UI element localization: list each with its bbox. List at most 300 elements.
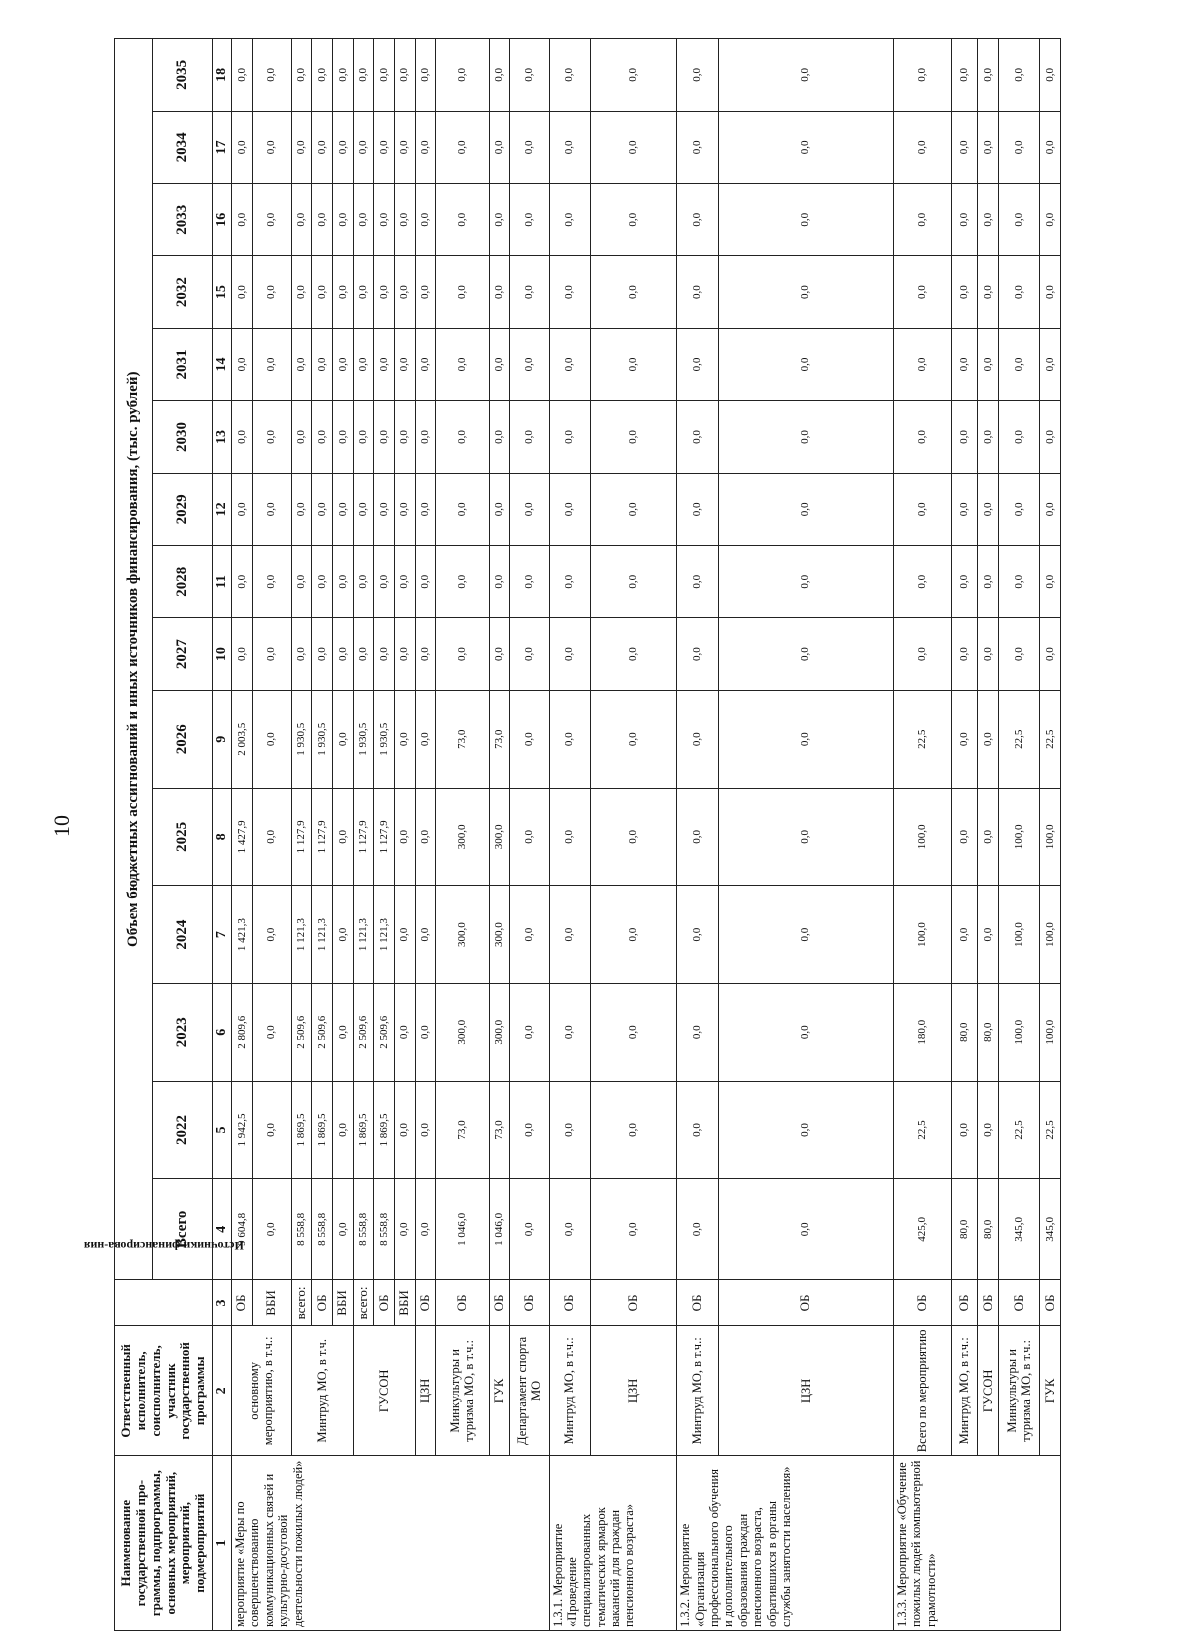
year-value-cell: 0,0 bbox=[549, 256, 590, 328]
year-value-cell: 0,0 bbox=[252, 256, 291, 328]
total-value-cell: 8 558,8 bbox=[291, 1179, 312, 1280]
total-value-cell: 0,0 bbox=[510, 1179, 549, 1280]
year-value-cell: 80,0 bbox=[978, 983, 999, 1081]
year-value-cell: 1 869,5 bbox=[374, 1081, 395, 1179]
year-value-cell: 0,0 bbox=[394, 788, 415, 886]
year-value-cell: 0,0 bbox=[415, 401, 436, 473]
year-value-cell: 0,0 bbox=[291, 546, 312, 618]
year-value-cell: 300,0 bbox=[436, 788, 490, 886]
table-row bbox=[510, 39, 549, 1631]
executor-cell: Минтруд МО, в т.ч.: bbox=[549, 1326, 590, 1456]
year-value-cell: 0,0 bbox=[510, 690, 549, 788]
year-value-cell: 0,0 bbox=[510, 401, 549, 473]
column-number: 3 bbox=[213, 1280, 232, 1326]
year-value-cell: 0,0 bbox=[677, 473, 718, 545]
year-value-cell: 0,0 bbox=[252, 886, 291, 984]
funding-source-cell: ВБИ bbox=[333, 1280, 354, 1326]
funding-source-cell: всего: bbox=[291, 1280, 312, 1326]
table-row bbox=[590, 39, 677, 1631]
year-value-cell: 0,0 bbox=[893, 111, 951, 183]
year-value-cell: 0,0 bbox=[394, 1081, 415, 1179]
year-value-cell: 0,0 bbox=[291, 328, 312, 400]
year-value-cell: 0,0 bbox=[510, 328, 549, 400]
year-value-cell: 0,0 bbox=[489, 473, 510, 545]
year-value-cell: 0,0 bbox=[951, 546, 978, 618]
funding-source-cell: всего: bbox=[353, 1280, 374, 1326]
year-value-cell: 0,0 bbox=[415, 328, 436, 400]
funding-source-cell: ВБИ bbox=[394, 1280, 415, 1326]
year-value-cell: 0,0 bbox=[590, 886, 677, 984]
column-number: 2 bbox=[213, 1326, 232, 1456]
year-value-cell: 2 509,6 bbox=[353, 983, 374, 1081]
year-value-cell: 0,0 bbox=[590, 401, 677, 473]
total-value-cell: 8 558,8 bbox=[353, 1179, 374, 1280]
year-value-cell: 0,0 bbox=[978, 618, 999, 690]
year-value-cell: 0,0 bbox=[333, 328, 354, 400]
year-value-cell: 100,0 bbox=[1040, 983, 1061, 1081]
year-value-cell: 73,0 bbox=[489, 1081, 510, 1179]
header-executor: Ответственный исполнитель, соисполнитель, участник государственной программы bbox=[115, 1326, 213, 1456]
year-value-cell: 0,0 bbox=[312, 618, 333, 690]
year-value-cell: 1 127,9 bbox=[312, 788, 333, 886]
column-number: 9 bbox=[213, 690, 232, 788]
year-value-cell: 2 509,6 bbox=[291, 983, 312, 1081]
year-value-cell: 0,0 bbox=[232, 111, 253, 183]
header-source: Источники финансирова-ния bbox=[115, 1280, 213, 1326]
year-value-cell: 73,0 bbox=[489, 690, 510, 788]
year-value-cell: 0,0 bbox=[978, 184, 999, 256]
year-value-cell: 0,0 bbox=[893, 184, 951, 256]
year-value-cell: 0,0 bbox=[549, 473, 590, 545]
executor-cell: ЦЗН bbox=[590, 1326, 677, 1456]
year-value-cell: 1 121,3 bbox=[312, 886, 333, 984]
table-row bbox=[951, 39, 978, 1631]
year-value-cell: 0,0 bbox=[333, 983, 354, 1081]
year-value-cell: 0,0 bbox=[252, 618, 291, 690]
activity-name: 1.3.3. Мероприятие «Обучение пожилых людей компьютерной грамотности» bbox=[893, 1456, 1060, 1631]
year-value-cell: 1 121,3 bbox=[353, 886, 374, 984]
year-value-cell: 0,0 bbox=[291, 256, 312, 328]
year-value-cell: 0,0 bbox=[489, 39, 510, 112]
total-value-cell: 80,0 bbox=[978, 1179, 999, 1280]
financing-table-page bbox=[83, 38, 1061, 1631]
year-value-cell: 0,0 bbox=[394, 256, 415, 328]
executor-cell: Минкультуры и туризма МО, в т.ч.: bbox=[436, 1326, 490, 1456]
year-value-cell: 0,0 bbox=[489, 401, 510, 473]
year-value-cell: 0,0 bbox=[1040, 39, 1061, 112]
year-value-cell: 0,0 bbox=[252, 401, 291, 473]
year-value-cell: 0,0 bbox=[291, 618, 312, 690]
year-value-cell: 1 421,3 bbox=[232, 886, 253, 984]
total-value-cell: 1 046,0 bbox=[436, 1179, 490, 1280]
year-value-cell: 0,0 bbox=[312, 111, 333, 183]
table-row bbox=[677, 39, 718, 1631]
year-value-cell: 0,0 bbox=[999, 546, 1040, 618]
year-value-cell: 0,0 bbox=[677, 1081, 718, 1179]
executor-cell: основному мероприятию, в т.ч.: bbox=[232, 1326, 292, 1456]
year-value-cell: 2 509,6 bbox=[374, 983, 395, 1081]
total-value-cell: 9 604,8 bbox=[232, 1179, 253, 1280]
activity-name: 1.3.2. Мероприятие «Организация профессионального обучения и дополнительного образования граждан пенсионного возраста, обратившихся в органы службы занятости населения» bbox=[677, 1456, 894, 1631]
total-value-cell: 1 046,0 bbox=[489, 1179, 510, 1280]
year-value-cell: 0,0 bbox=[252, 328, 291, 400]
year-value-cell: 0,0 bbox=[590, 618, 677, 690]
total-value-cell: 8 558,8 bbox=[374, 1179, 395, 1280]
year-value-cell: 0,0 bbox=[333, 788, 354, 886]
year-value-cell: 0,0 bbox=[549, 111, 590, 183]
year-value-cell: 1 869,5 bbox=[312, 1081, 333, 1179]
funding-source-cell: ОБ bbox=[489, 1280, 510, 1326]
year-value-cell: 300,0 bbox=[436, 886, 490, 984]
year-value-cell: 0,0 bbox=[549, 546, 590, 618]
year-value-cell: 0,0 bbox=[232, 546, 253, 618]
year-value-cell: 0,0 bbox=[677, 39, 718, 112]
year-value-cell: 0,0 bbox=[893, 256, 951, 328]
year-value-cell: 0,0 bbox=[291, 473, 312, 545]
year-value-cell: 0,0 bbox=[415, 886, 436, 984]
year-value-cell: 0,0 bbox=[893, 473, 951, 545]
year-value-cell: 0,0 bbox=[510, 39, 549, 112]
column-number: 8 bbox=[213, 788, 232, 886]
year-value-cell: 0,0 bbox=[394, 690, 415, 788]
table-row bbox=[353, 39, 374, 1631]
header-year: 2022 bbox=[153, 1081, 213, 1179]
year-value-cell: 0,0 bbox=[353, 618, 374, 690]
year-value-cell: 0,0 bbox=[374, 111, 395, 183]
year-value-cell: 0,0 bbox=[590, 983, 677, 1081]
year-value-cell: 0,0 bbox=[978, 473, 999, 545]
year-value-cell: 0,0 bbox=[252, 111, 291, 183]
year-value-cell: 0,0 bbox=[999, 256, 1040, 328]
year-value-cell: 2 809,6 bbox=[232, 983, 253, 1081]
table-row bbox=[415, 39, 436, 1631]
total-value-cell: 0,0 bbox=[333, 1179, 354, 1280]
year-value-cell: 0,0 bbox=[436, 546, 490, 618]
header-year: 2034 bbox=[153, 111, 213, 183]
funding-source-cell: ОБ bbox=[893, 1280, 951, 1326]
year-value-cell: 0,0 bbox=[893, 401, 951, 473]
year-value-cell: 0,0 bbox=[374, 546, 395, 618]
year-value-cell: 0,0 bbox=[677, 111, 718, 183]
year-value-cell: 0,0 bbox=[999, 184, 1040, 256]
year-value-cell: 0,0 bbox=[252, 546, 291, 618]
header-year: 2033 bbox=[153, 184, 213, 256]
year-value-cell: 0,0 bbox=[353, 256, 374, 328]
funding-source-cell: ОБ bbox=[978, 1280, 999, 1326]
total-value-cell: 345,0 bbox=[1040, 1179, 1061, 1280]
year-value-cell: 0,0 bbox=[489, 328, 510, 400]
table-body bbox=[232, 39, 1061, 1631]
year-value-cell: 1 121,3 bbox=[291, 886, 312, 984]
year-value-cell: 0,0 bbox=[978, 546, 999, 618]
table-row bbox=[436, 39, 490, 1631]
header-year: 2027 bbox=[153, 618, 213, 690]
year-value-cell: 0,0 bbox=[394, 546, 415, 618]
header-total: Всего bbox=[153, 1179, 213, 1280]
year-value-cell: 0,0 bbox=[252, 39, 291, 112]
year-value-cell: 0,0 bbox=[951, 184, 978, 256]
year-value-cell: 0,0 bbox=[374, 618, 395, 690]
year-value-cell: 0,0 bbox=[394, 886, 415, 984]
year-value-cell: 1 121,3 bbox=[374, 886, 395, 984]
year-value-cell: 0,0 bbox=[232, 328, 253, 400]
header-year: 2029 bbox=[153, 473, 213, 545]
year-value-cell: 0,0 bbox=[1040, 111, 1061, 183]
year-value-cell: 0,0 bbox=[333, 886, 354, 984]
table-row bbox=[1040, 39, 1061, 1631]
total-value-cell: 0,0 bbox=[590, 1179, 677, 1280]
year-value-cell: 0,0 bbox=[353, 39, 374, 112]
year-value-cell: 0,0 bbox=[999, 39, 1040, 112]
year-value-cell: 0,0 bbox=[232, 39, 253, 112]
year-value-cell: 0,0 bbox=[677, 328, 718, 400]
year-value-cell: 0,0 bbox=[951, 788, 978, 886]
year-value-cell: 0,0 bbox=[1040, 473, 1061, 545]
year-value-cell: 0,0 bbox=[510, 111, 549, 183]
year-value-cell: 0,0 bbox=[677, 886, 718, 984]
year-value-cell: 22,5 bbox=[893, 1081, 951, 1179]
year-value-cell: 0,0 bbox=[951, 39, 978, 112]
year-value-cell: 0,0 bbox=[394, 328, 415, 400]
year-value-cell: 0,0 bbox=[374, 39, 395, 112]
year-value-cell: 0,0 bbox=[718, 618, 893, 690]
funding-source-cell: ОБ bbox=[549, 1280, 590, 1326]
total-value-cell: 0,0 bbox=[394, 1179, 415, 1280]
year-value-cell: 0,0 bbox=[549, 618, 590, 690]
year-value-cell: 100,0 bbox=[1040, 788, 1061, 886]
year-value-cell: 0,0 bbox=[590, 690, 677, 788]
year-value-cell: 0,0 bbox=[510, 546, 549, 618]
total-value-cell: 0,0 bbox=[718, 1179, 893, 1280]
column-number: 1 bbox=[213, 1456, 232, 1631]
year-value-cell: 0,0 bbox=[374, 328, 395, 400]
year-value-cell: 0,0 bbox=[677, 788, 718, 886]
year-value-cell: 0,0 bbox=[232, 618, 253, 690]
year-value-cell: 0,0 bbox=[718, 788, 893, 886]
year-value-cell: 0,0 bbox=[951, 473, 978, 545]
header-year: 2028 bbox=[153, 546, 213, 618]
year-value-cell: 0,0 bbox=[510, 256, 549, 328]
year-value-cell: 0,0 bbox=[415, 983, 436, 1081]
year-value-cell: 0,0 bbox=[394, 184, 415, 256]
year-value-cell: 0,0 bbox=[677, 401, 718, 473]
year-value-cell: 0,0 bbox=[978, 39, 999, 112]
year-value-cell: 0,0 bbox=[999, 618, 1040, 690]
executor-cell: ЦЗН bbox=[718, 1326, 893, 1456]
year-value-cell: 0,0 bbox=[590, 546, 677, 618]
year-value-cell: 0,0 bbox=[718, 328, 893, 400]
year-value-cell: 22,5 bbox=[893, 690, 951, 788]
year-value-cell: 0,0 bbox=[677, 690, 718, 788]
year-value-cell: 0,0 bbox=[590, 473, 677, 545]
year-value-cell: 0,0 bbox=[978, 256, 999, 328]
year-value-cell: 1 930,5 bbox=[312, 690, 333, 788]
header-name: Наименование государственной про-граммы, подпрограммы, основных мероприятий, мероприятий, подмероприятий bbox=[115, 1456, 213, 1631]
year-value-cell: 0,0 bbox=[718, 401, 893, 473]
year-value-cell: 0,0 bbox=[999, 401, 1040, 473]
year-value-cell: 0,0 bbox=[489, 546, 510, 618]
year-value-cell: 0,0 bbox=[415, 184, 436, 256]
year-value-cell: 0,0 bbox=[374, 401, 395, 473]
year-value-cell: 0,0 bbox=[394, 983, 415, 1081]
year-value-cell: 0,0 bbox=[549, 184, 590, 256]
year-value-cell: 0,0 bbox=[549, 39, 590, 112]
year-value-cell: 1 127,9 bbox=[374, 788, 395, 886]
year-value-cell: 0,0 bbox=[951, 690, 978, 788]
year-value-cell: 0,0 bbox=[510, 473, 549, 545]
year-value-cell: 0,0 bbox=[291, 111, 312, 183]
year-value-cell: 0,0 bbox=[436, 184, 490, 256]
executor-cell: Минкультуры и туризма МО, в т.ч.: bbox=[999, 1326, 1040, 1456]
year-value-cell: 0,0 bbox=[374, 256, 395, 328]
funding-source-cell: ОБ bbox=[590, 1280, 677, 1326]
year-value-cell: 0,0 bbox=[415, 788, 436, 886]
year-value-cell: 0,0 bbox=[489, 184, 510, 256]
year-value-cell: 0,0 bbox=[677, 256, 718, 328]
executor-cell: Департамент спорта МО bbox=[510, 1326, 549, 1456]
total-value-cell: 0,0 bbox=[549, 1179, 590, 1280]
year-value-cell: 0,0 bbox=[718, 39, 893, 112]
financing-table bbox=[83, 38, 1061, 1631]
year-value-cell: 0,0 bbox=[489, 618, 510, 690]
executor-cell: ГУСОН bbox=[353, 1326, 415, 1456]
year-value-cell: 73,0 bbox=[436, 1081, 490, 1179]
year-value-cell: 0,0 bbox=[549, 983, 590, 1081]
year-value-cell: 0,0 bbox=[394, 618, 415, 690]
year-value-cell: 0,0 bbox=[252, 788, 291, 886]
year-value-cell: 0,0 bbox=[893, 328, 951, 400]
year-value-cell: 0,0 bbox=[333, 39, 354, 112]
year-value-cell: 0,0 bbox=[590, 184, 677, 256]
funding-source-cell: ОБ bbox=[232, 1280, 253, 1326]
year-value-cell: 0,0 bbox=[312, 473, 333, 545]
total-value-cell: 8 558,8 bbox=[312, 1179, 333, 1280]
year-value-cell: 0,0 bbox=[312, 256, 333, 328]
column-number: 15 bbox=[213, 256, 232, 328]
table-row bbox=[549, 39, 590, 1631]
year-value-cell: 0,0 bbox=[549, 328, 590, 400]
executor-cell: Минтруд МО, в т.ч.: bbox=[951, 1326, 978, 1456]
executor-cell: ГУК bbox=[1040, 1326, 1061, 1456]
funding-source-cell: ВБИ bbox=[252, 1280, 291, 1326]
year-value-cell: 0,0 bbox=[549, 690, 590, 788]
year-value-cell: 0,0 bbox=[252, 983, 291, 1081]
year-value-cell: 180,0 bbox=[893, 983, 951, 1081]
year-value-cell: 0,0 bbox=[951, 256, 978, 328]
year-value-cell: 0,0 bbox=[999, 111, 1040, 183]
year-value-cell: 0,0 bbox=[1040, 328, 1061, 400]
year-value-cell: 1 942,5 bbox=[232, 1081, 253, 1179]
year-value-cell: 0,0 bbox=[232, 256, 253, 328]
year-value-cell: 0,0 bbox=[333, 111, 354, 183]
year-value-cell: 0,0 bbox=[510, 788, 549, 886]
column-number: 16 bbox=[213, 184, 232, 256]
year-value-cell: 0,0 bbox=[374, 473, 395, 545]
year-value-cell: 100,0 bbox=[999, 983, 1040, 1081]
year-value-cell: 73,0 bbox=[436, 690, 490, 788]
activity-name: мероприятие «Меры по совершенствованию коммуникационных связей и культурно-досуговой деятельности пожилых людей» bbox=[232, 1456, 549, 1631]
year-value-cell: 0,0 bbox=[252, 473, 291, 545]
year-value-cell: 0,0 bbox=[590, 1081, 677, 1179]
year-value-cell: 100,0 bbox=[1040, 886, 1061, 984]
year-value-cell: 0,0 bbox=[333, 690, 354, 788]
column-number: 6 bbox=[213, 983, 232, 1081]
column-number: 18 bbox=[213, 39, 232, 112]
year-value-cell: 22,5 bbox=[1040, 1081, 1061, 1179]
year-value-cell: 0,0 bbox=[677, 546, 718, 618]
year-value-cell: 0,0 bbox=[415, 39, 436, 112]
year-value-cell: 1 127,9 bbox=[291, 788, 312, 886]
year-value-cell: 80,0 bbox=[951, 983, 978, 1081]
year-value-cell: 0,0 bbox=[394, 111, 415, 183]
year-value-cell: 0,0 bbox=[999, 328, 1040, 400]
year-value-cell: 0,0 bbox=[549, 788, 590, 886]
year-value-cell: 0,0 bbox=[333, 401, 354, 473]
year-value-cell: 0,0 bbox=[677, 618, 718, 690]
year-value-cell: 0,0 bbox=[978, 328, 999, 400]
year-value-cell: 22,5 bbox=[999, 690, 1040, 788]
year-value-cell: 0,0 bbox=[951, 886, 978, 984]
year-value-cell: 0,0 bbox=[291, 401, 312, 473]
year-value-cell: 0,0 bbox=[394, 39, 415, 112]
year-value-cell: 0,0 bbox=[252, 690, 291, 788]
year-value-cell: 100,0 bbox=[999, 886, 1040, 984]
year-value-cell: 0,0 bbox=[1040, 546, 1061, 618]
header-year: 2030 bbox=[153, 401, 213, 473]
year-value-cell: 0,0 bbox=[718, 473, 893, 545]
year-value-cell: 0,0 bbox=[718, 1081, 893, 1179]
year-value-cell: 0,0 bbox=[291, 184, 312, 256]
table-row bbox=[978, 39, 999, 1631]
year-value-cell: 0,0 bbox=[978, 690, 999, 788]
total-value-cell: 0,0 bbox=[415, 1179, 436, 1280]
year-value-cell: 0,0 bbox=[252, 184, 291, 256]
year-value-cell: 0,0 bbox=[1040, 256, 1061, 328]
year-value-cell: 0,0 bbox=[510, 184, 549, 256]
column-number: 5 bbox=[213, 1081, 232, 1179]
year-value-cell: 0,0 bbox=[353, 546, 374, 618]
executor-cell: ГУСОН bbox=[978, 1326, 999, 1456]
year-value-cell: 0,0 bbox=[510, 886, 549, 984]
column-number: 12 bbox=[213, 473, 232, 545]
year-value-cell: 0,0 bbox=[718, 256, 893, 328]
year-value-cell: 0,0 bbox=[893, 39, 951, 112]
year-value-cell: 0,0 bbox=[436, 328, 490, 400]
year-value-cell: 0,0 bbox=[291, 39, 312, 112]
total-value-cell: 0,0 bbox=[252, 1179, 291, 1280]
year-value-cell: 0,0 bbox=[510, 1081, 549, 1179]
year-value-cell: 0,0 bbox=[677, 983, 718, 1081]
year-value-cell: 0,0 bbox=[353, 473, 374, 545]
year-value-cell: 100,0 bbox=[893, 886, 951, 984]
year-value-cell: 0,0 bbox=[951, 328, 978, 400]
year-value-cell: 0,0 bbox=[893, 546, 951, 618]
total-value-cell: 425,0 bbox=[893, 1179, 951, 1280]
year-value-cell: 0,0 bbox=[436, 618, 490, 690]
year-value-cell: 0,0 bbox=[489, 256, 510, 328]
year-value-cell: 0,0 bbox=[312, 401, 333, 473]
year-value-cell: 300,0 bbox=[436, 983, 490, 1081]
year-value-cell: 0,0 bbox=[353, 401, 374, 473]
year-value-cell: 0,0 bbox=[232, 473, 253, 545]
year-value-cell: 300,0 bbox=[489, 983, 510, 1081]
year-value-cell: 0,0 bbox=[415, 1081, 436, 1179]
year-value-cell: 0,0 bbox=[436, 39, 490, 112]
executor-cell: Минтруд МО, в т.ч. bbox=[291, 1326, 353, 1456]
year-value-cell: 1 127,9 bbox=[353, 788, 374, 886]
year-value-cell: 0,0 bbox=[718, 983, 893, 1081]
header-year: 2025 bbox=[153, 788, 213, 886]
